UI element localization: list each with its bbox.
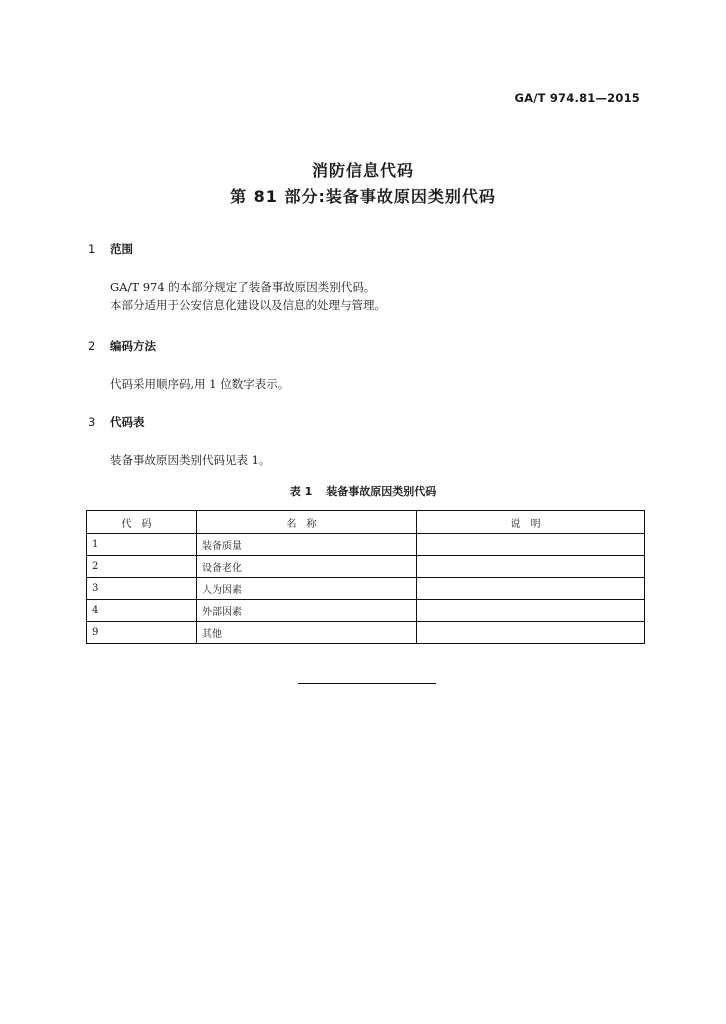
- table-caption: [0, 483, 726, 499]
- paragraph: 代码采用顺序码,用 1 位数字表示。: [110, 377, 290, 391]
- end-rule-divider: [298, 683, 436, 684]
- code-table: [86, 510, 645, 644]
- code-cell: 2: [87, 556, 197, 578]
- document-code: GA/T 974.81—2015: [514, 91, 640, 105]
- table-row: [87, 556, 645, 578]
- name-cell: 其他: [197, 622, 417, 644]
- section-heading-code-table: [88, 414, 145, 430]
- code-cell: 9: [87, 622, 197, 644]
- column-header-name: 名称: [197, 511, 417, 534]
- code-cell: 3: [87, 578, 197, 600]
- table-row: [87, 622, 645, 644]
- name-cell: 装备质量: [197, 534, 417, 556]
- name-cell: 外部因素: [197, 600, 417, 622]
- description-cell: [417, 600, 645, 622]
- document-subtitle: 第 81 部分:装备事故原因类别代码: [230, 187, 496, 206]
- name-cell: 人为因素: [197, 578, 417, 600]
- section-number: 3: [88, 415, 96, 429]
- section-heading-encoding-method: [88, 338, 156, 354]
- table-row: [87, 578, 645, 600]
- table-row: [87, 534, 645, 556]
- table-row: [87, 600, 645, 622]
- table-caption-text: 装备事故原因类别代码: [326, 485, 437, 498]
- paragraph: 装备事故原因类别代码见表 1。: [110, 453, 271, 467]
- description-cell: [417, 578, 645, 600]
- table-caption-label: 表 1: [289, 485, 313, 498]
- paragraph: GA/T 974 的本部分规定了装备事故原因类别代码。: [110, 280, 376, 294]
- section-number: 2: [88, 339, 96, 353]
- section-title: 编码方法: [110, 339, 157, 353]
- name-cell: 设备老化: [197, 556, 417, 578]
- section-heading-scope: [88, 241, 133, 257]
- description-cell: [417, 556, 645, 578]
- column-header-code: 代码: [87, 511, 197, 534]
- section-title: 代码表: [110, 415, 145, 429]
- description-cell: [417, 534, 645, 556]
- document-title: 消防信息代码: [311, 161, 414, 180]
- paragraph: 本部分适用于公安信息化建设以及信息的处理与管理。: [110, 298, 386, 312]
- table-header-row: [87, 511, 645, 534]
- description-cell: [417, 622, 645, 644]
- column-header-description: 说明: [417, 511, 645, 534]
- code-cell: 1: [87, 534, 197, 556]
- code-cell: 4: [87, 600, 197, 622]
- section-number: 1: [88, 242, 96, 256]
- section-title: 范围: [110, 242, 134, 256]
